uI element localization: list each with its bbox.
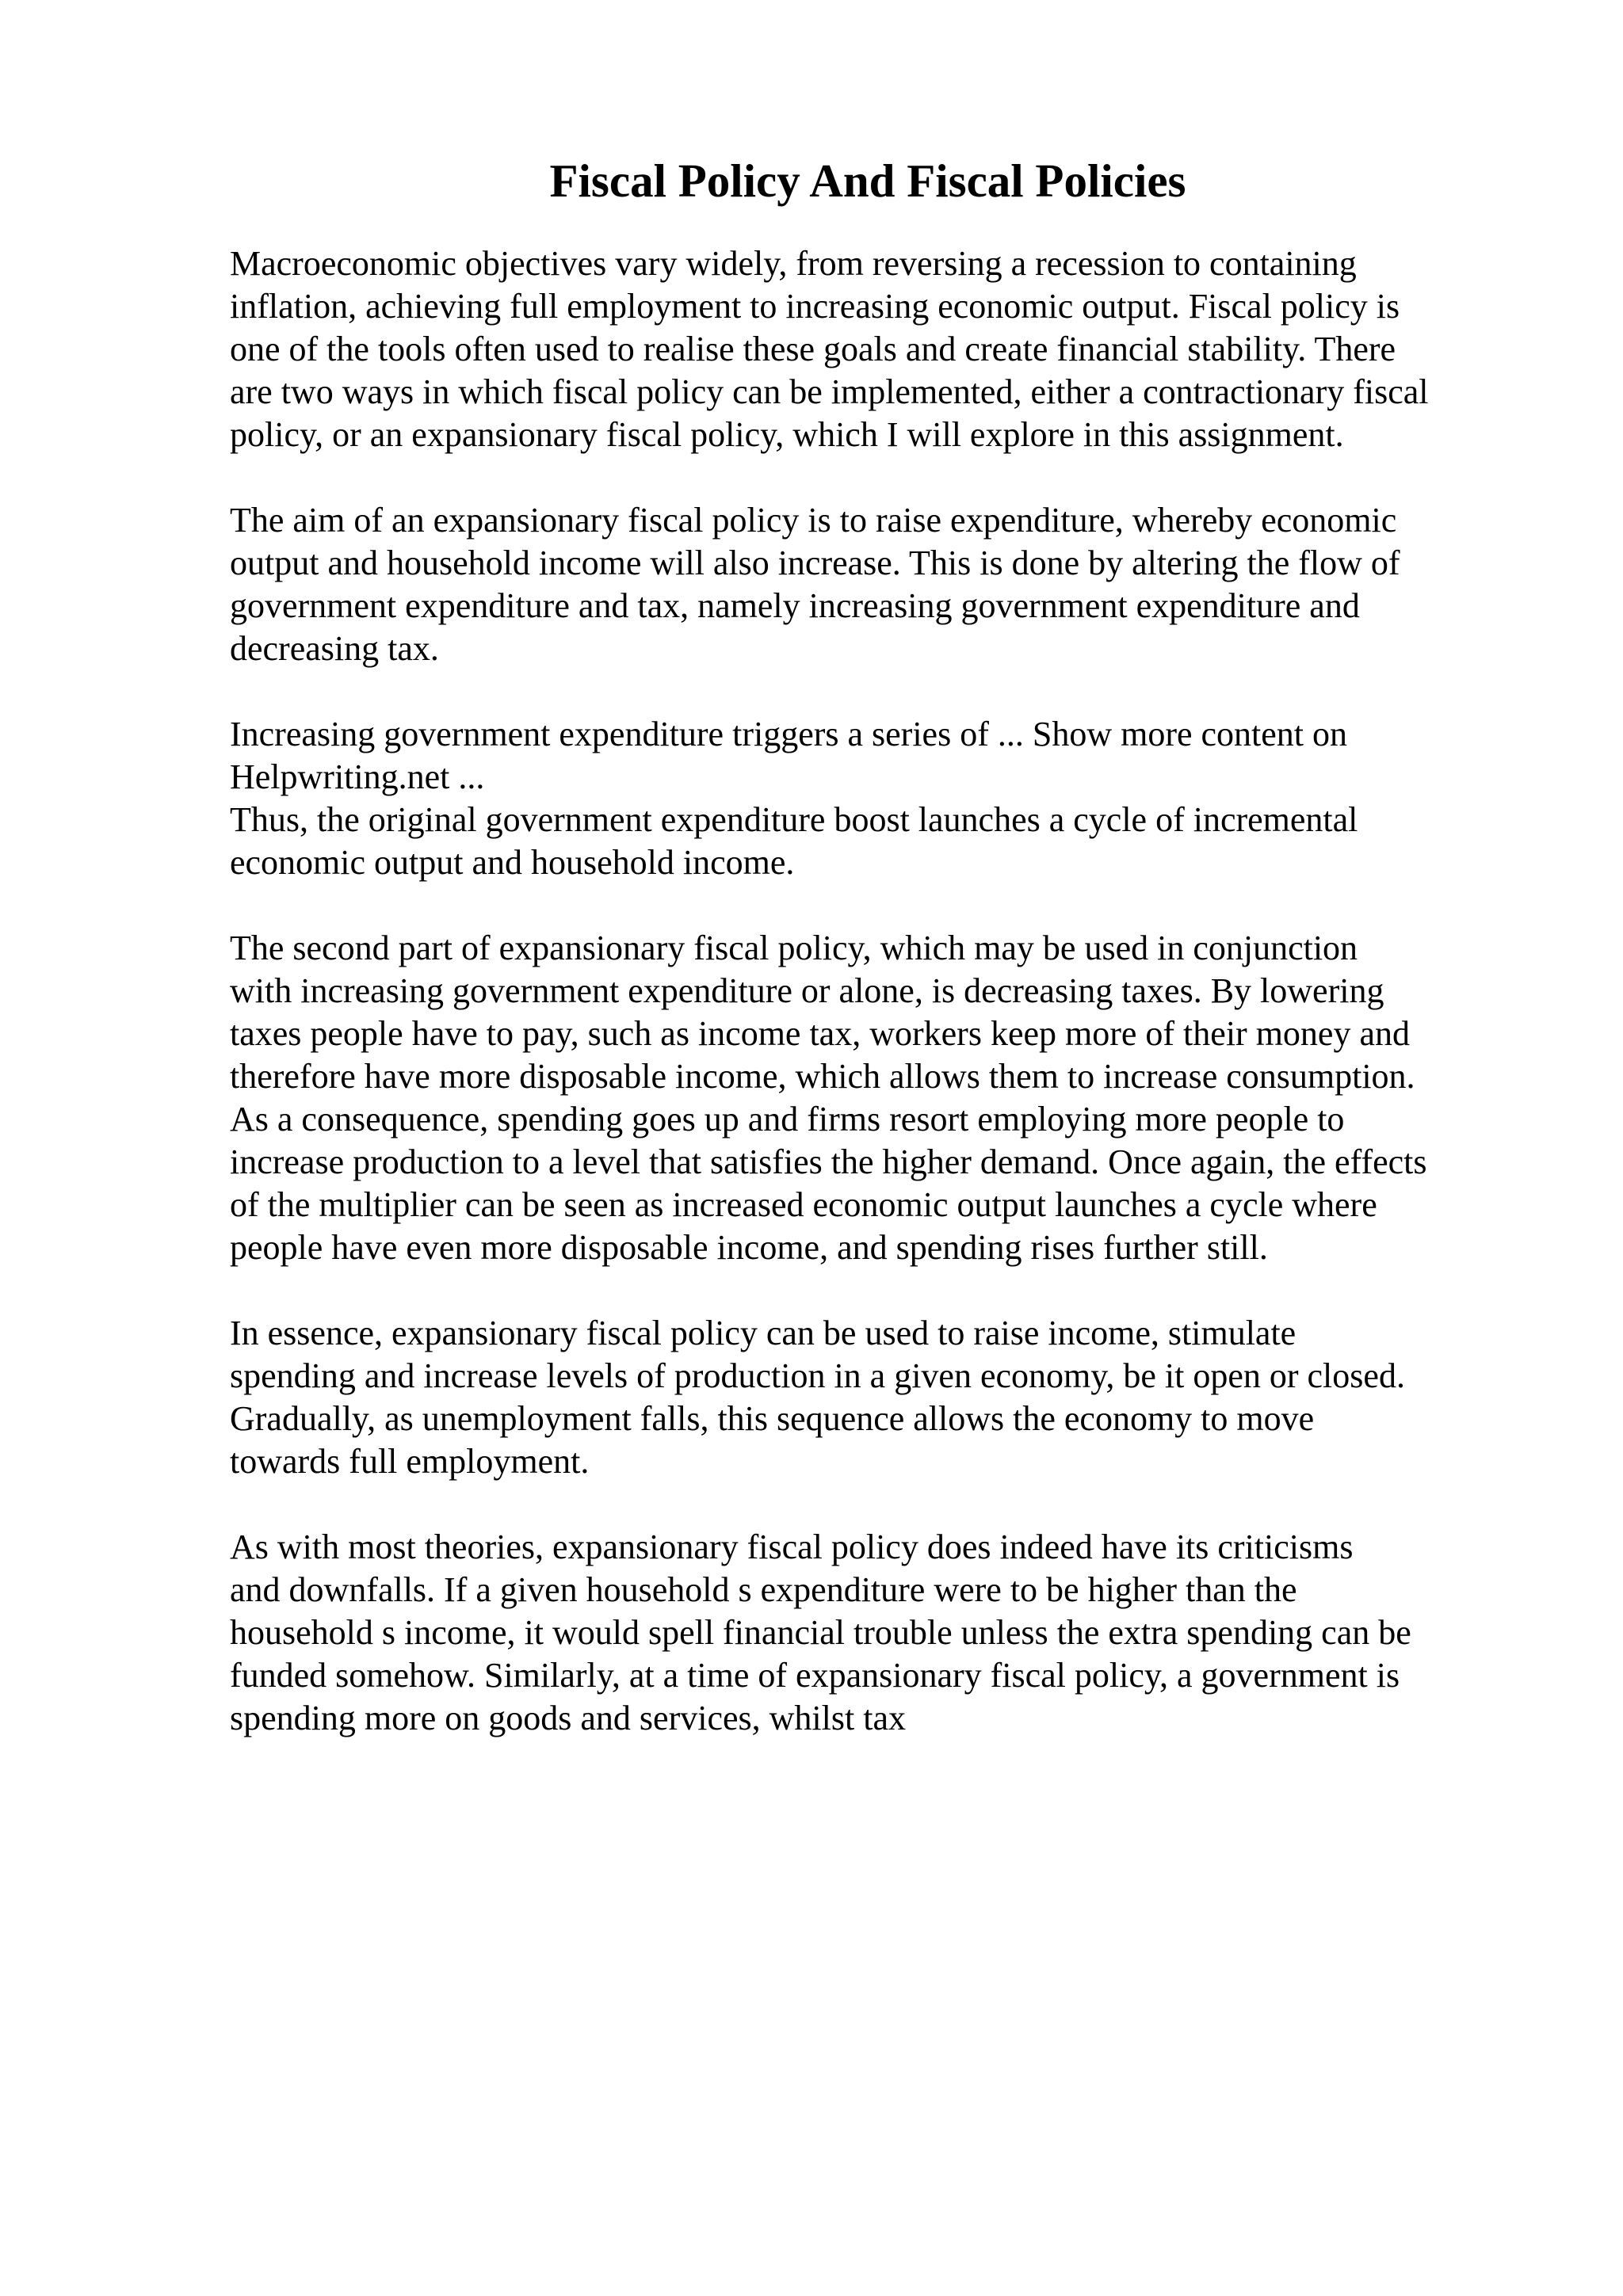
text-line: government expenditure and tax, namely increasing government expenditure and [230,586,1360,625]
text-line: of the multiplier can be seen as increased economic output launches a cycle where [230,1185,1377,1224]
paragraph-essence [230,1312,1514,1483]
text-line: one of the tools often used to realise these goals and create financial stability. There [230,330,1396,368]
text-line: with increasing government expenditure or alone, is decreasing taxes. By lowering [230,971,1384,1010]
text-line: The aim of an expansionary fiscal policy is to raise expenditure, whereby economic [230,501,1397,540]
paragraph-teaser [230,713,1514,799]
text-line: output and household income will also increase. This is done by altering the flow of [230,543,1400,582]
text-line: are two ways in which fiscal policy can be implemented, either a contractionary fiscal [230,372,1429,411]
text-line: Gradually, as unemployment falls, this sequence allows the economy to move [230,1399,1315,1438]
text-line: As with most theories, expansionary fiscal policy does indeed have its criticisms [230,1527,1354,1566]
text-line: Macroeconomic objectives vary widely, from reversing a recession to containing [230,244,1357,283]
text-line: economic output and household income. [230,843,795,882]
text-line: Thus, the original government expenditure boost launches a cycle of incremental [230,800,1358,839]
text-line: In essence, expansionary fiscal policy can be used to raise income, stimulate [230,1314,1296,1352]
text-line: funded somehow. Similarly, at a time of expansionary fiscal policy, a government is [230,1656,1400,1695]
text-line: spending more on goods and services, whilst tax [230,1699,906,1737]
text-line: decreasing tax. [230,629,439,668]
paragraph-cycle [230,799,1514,884]
text-line: Helpwriting.net ... [230,757,485,796]
document-title: Fiscal Policy And Fiscal Policies [549,154,1186,207]
text-line: increase production to a level that satisfies the higher demand. Once again, the effects [230,1142,1427,1181]
text-line: inflation, achieving full employment to increasing economic output. Fiscal policy is [230,287,1400,326]
text-line: spending and increase levels of production in a given economy, be it open or closed. [230,1356,1405,1395]
text-line: and downfalls. If a given household s expenditure were to be higher than the [230,1570,1297,1609]
text-line: The second part of expansionary fiscal policy, which may be used in conjunction [230,929,1358,967]
text-line: household s income, it would spell financial trouble unless the extra spending can be [230,1613,1411,1652]
text-line: therefore have more disposable income, which allows them to increase consumption. [230,1057,1415,1096]
paragraph-taxes [230,927,1514,1269]
text-line: policy, or an expansionary fiscal policy, which I will explore in this assignment. [230,415,1344,454]
paragraph-intro [230,242,1514,456]
text-line: taxes people have to pay, such as income tax, workers keep more of their money and [230,1014,1410,1053]
text-line: As a consequence, spending goes up and firms resort employing more people to [230,1100,1345,1138]
paragraph-criticisms [230,1526,1514,1740]
text-line: towards full employment. [230,1442,590,1481]
document-body [230,242,1514,1740]
text-line: people have even more disposable income, and spending rises further still. [230,1228,1268,1267]
paragraph-expansionary-aim [230,499,1514,670]
text-line: Increasing government expenditure triggers a series of ... Show more content on [230,715,1348,753]
